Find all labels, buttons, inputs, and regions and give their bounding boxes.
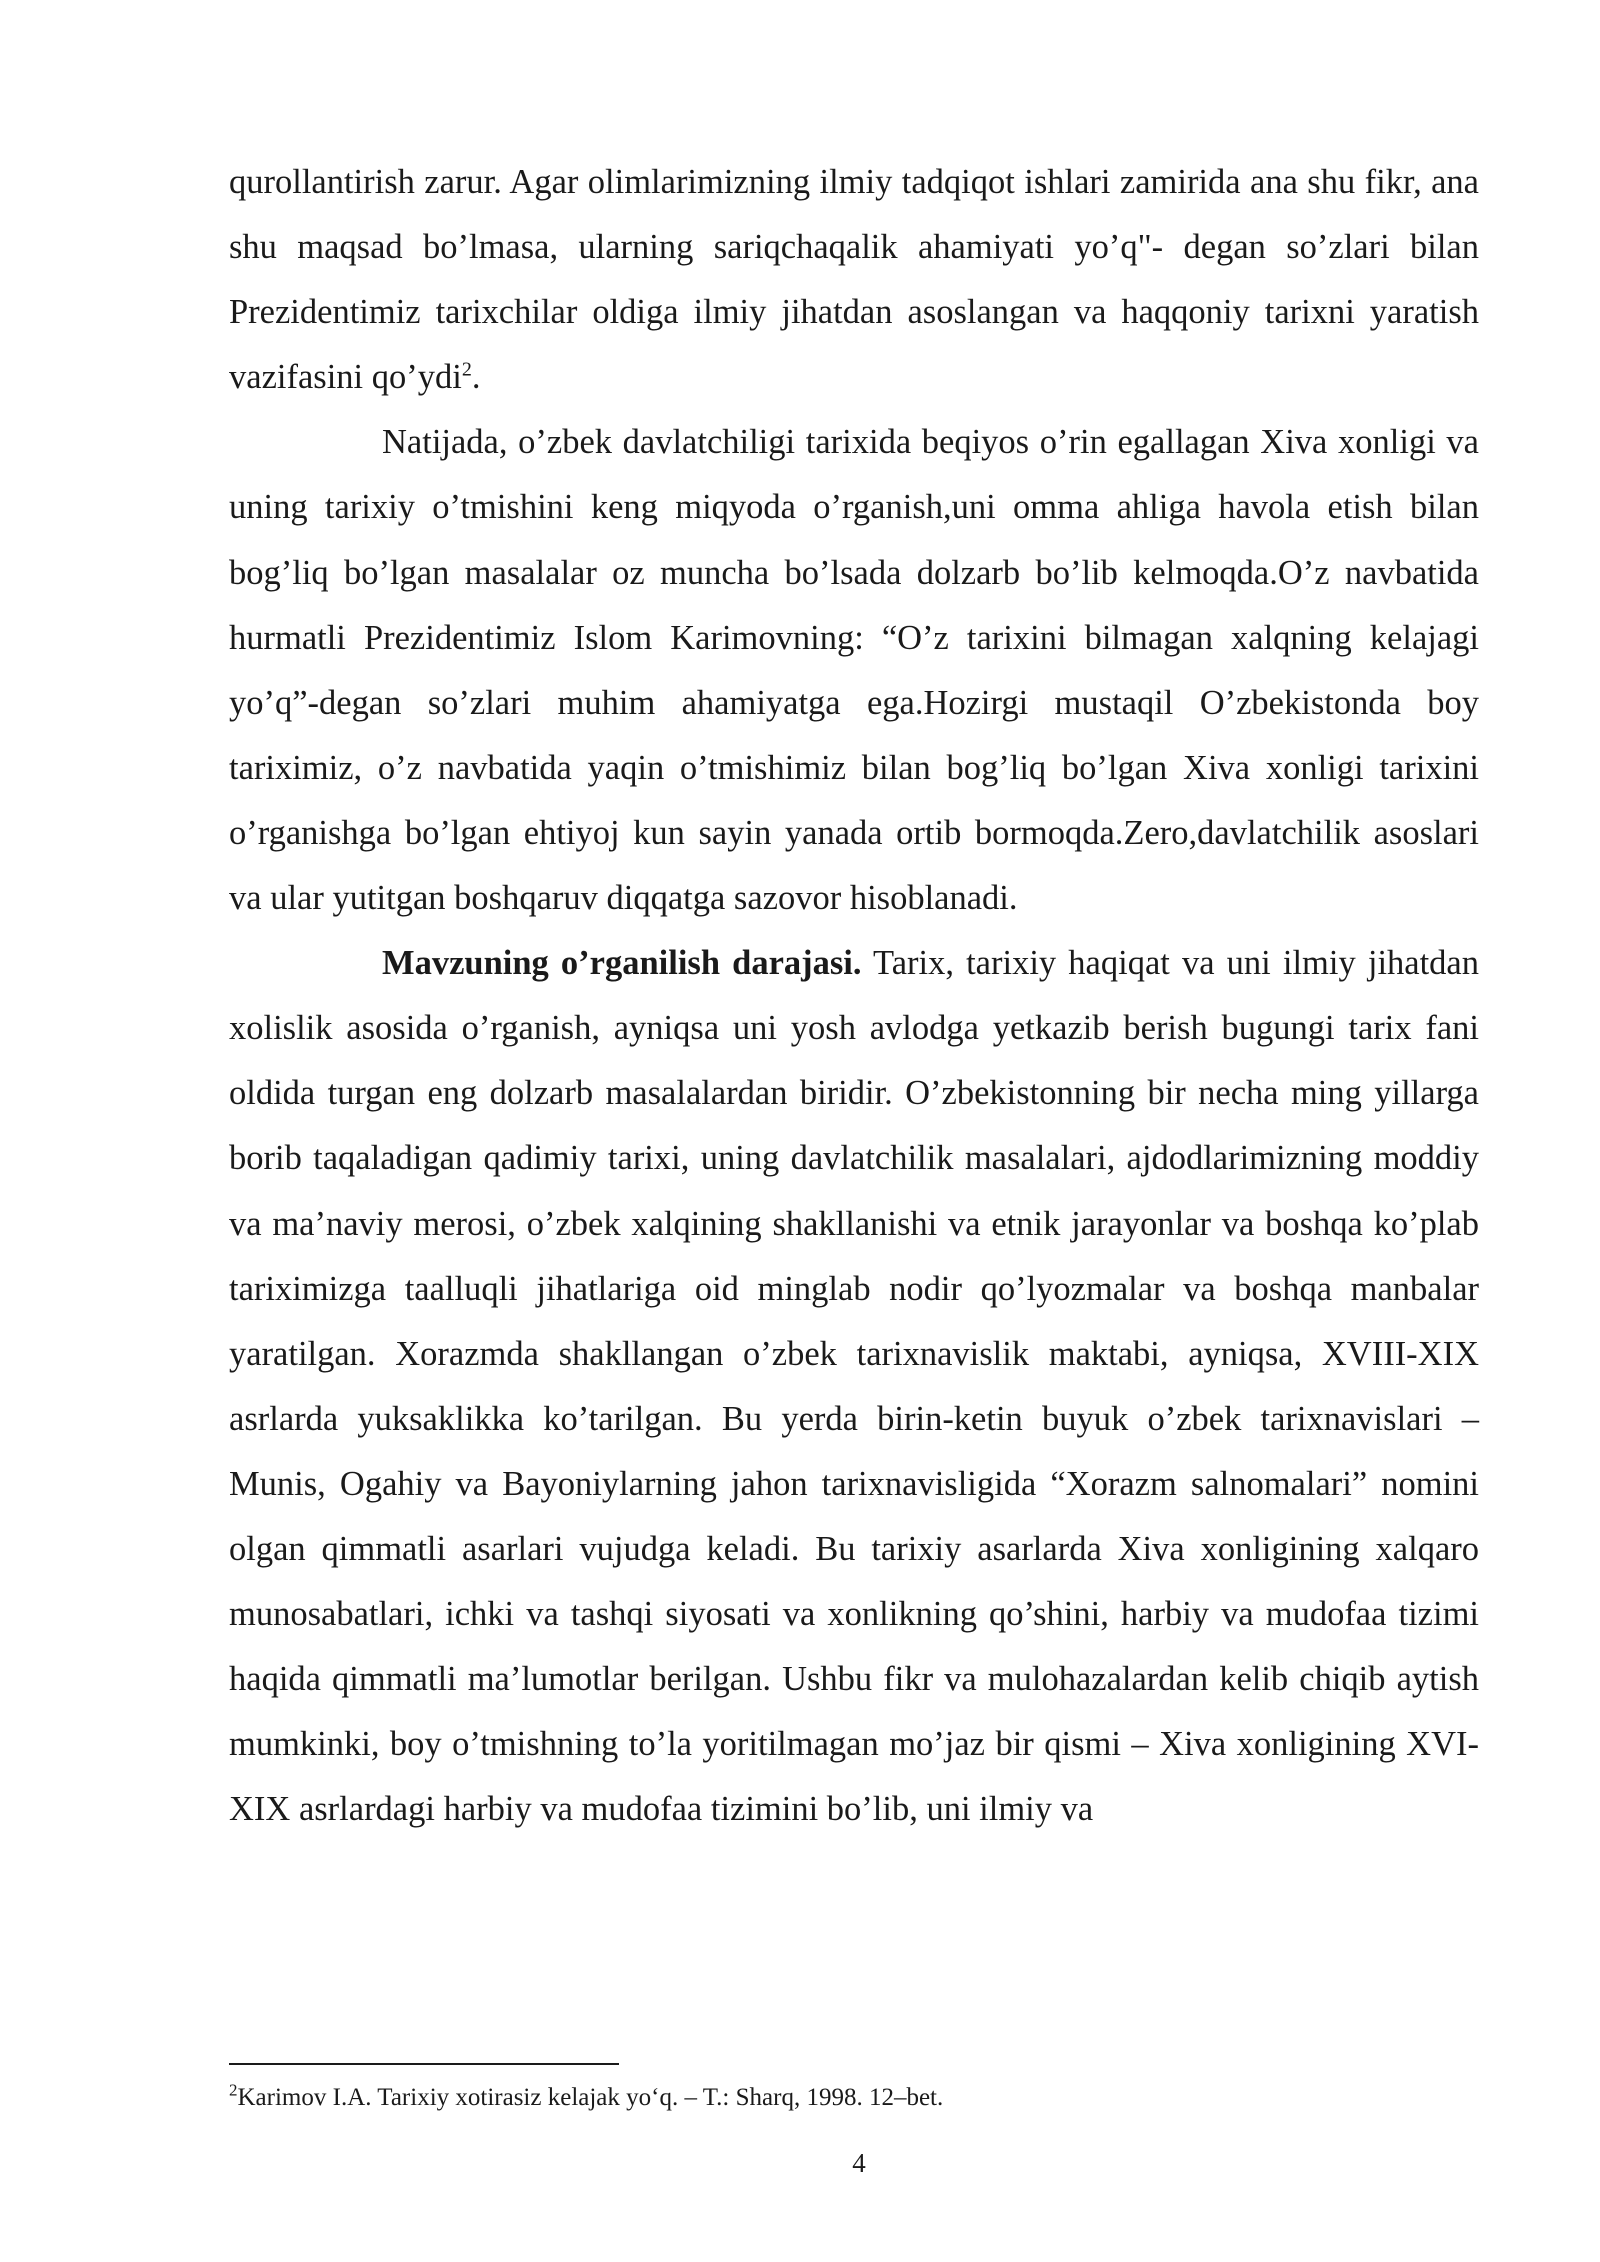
paragraph-1-end: . [471,358,481,397]
footnote-reference[interactable]: 2 [461,358,472,381]
footnote-separator [229,2063,619,2065]
footnote-number: 2 [229,2080,238,2100]
footnote [229,2082,1479,2114]
paragraph-1-text: qurollantirish zarur. Agar olimlarimizning ilmiy tadqiqot ishlari zamirida ana shu fikr, ana shu maqsad bo’lmasa, ularning sariqchaqalik ahamiyati yo’q"- degan so’zlari bilan Prezidentimiz tarixchilar oldiga ilmiy jihatdan asoslangan va haqqoniy tarixni yaratish vazifasini qo’ydi [229,163,1479,397]
main-text [229,150,1479,1842]
paragraph-2: Natijada, o’zbek davlatchiligi tarixida beqiyos o’rin egallagan Xiva xonligi va uning tarixiy o’tmishini keng miqyoda o’rganish,uni omma ahliga havola etish bilan bog’liq bo’lgan masalalar oz muncha bo’lsada dolzarb bo’lib kelmoqda.O’z navbatida hurmatli Prezidentimiz Islom Karimovning: “O’z tarixini bilmagan xalqning kelajagi yo’q”-degan so’zlari muhim ahamiyatga ega.Hozirgi mustaqil O’zbekistonda boy tariximiz, o’z navbatida yaqin o’tmishimiz bilan bog’liq bo’lgan Xiva xonligi tarixini o’rganishga bo’lgan ehtiyoj kun sayin yanada ortib bormoqda.Zero,davlatchilik asoslari va ular yutitgan boshqaruv diqqatga sazovor hisoblanadi. [229,423,1479,918]
paragraph-1 [229,150,1479,410]
paragraph-3-text: Tarix, tarixiy haqiqat va uni ilmiy jihatdan xolislik asosida o’rganish, ayniqsa uni yosh avlodga yetkazib berish bugungi tarix fani oldida turgan eng dolzarb masalalardan biridir. O’zbekistonning bir necha ming yillarga borib taqaladigan qadimiy tarixi, uning davlatchilik masalalari, ajdodlarimizning moddiy va ma’naviy merosi, o’zbek xalqining shakllanishi va etnik jarayonlar va boshqa ko’plab tariximizga taalluqli jihatlariga oid minglab nodir qo’lyozmalar va boshqa manbalar yaratilgan. Xorazmda shakllangan o’zbek tarixnavislik maktabi, ayniqsa, XVIII-XIX asrlarda yuksaklikka ko’tarilgan. Bu yerda birin-ketin buyuk o’zbek tarixnavislari – Munis, Ogahiy va Bayoniylarning jahon tarixnavisligida “Xorazm salnomalari” nomini olgan qimmatli asarlari vujudga keladi. Bu tarixiy asarlarda Xiva xonligining xalqaro munosabatlari, ichki va tashqi siyosati va xonlikning qo’shini, harbiy va mudofaa tizimi haqida qimmatli ma’lumotlar berilgan. Ushbu fikr va mulohazalardan kelib chiqib aytish mumkinki, boy o’tmishning to’la yoritilmagan mo’jaz bir qismi – Xiva xonligining XVI-XIX asrlardagi harbiy va mudofaa tizimini bo’lib, uni ilmiy va [229,944,1479,1829]
footnote-text: Karimov I.A. Tarixiy xotirasiz kelajak yo‘q. – T.: Sharq, 1998. 12–bet. [237,2084,944,2111]
paragraph-3 [229,931,1479,1842]
section-heading: Mavzuning o’rganilish darajasi. [382,944,862,983]
page-number: 4 [852,2148,866,2178]
